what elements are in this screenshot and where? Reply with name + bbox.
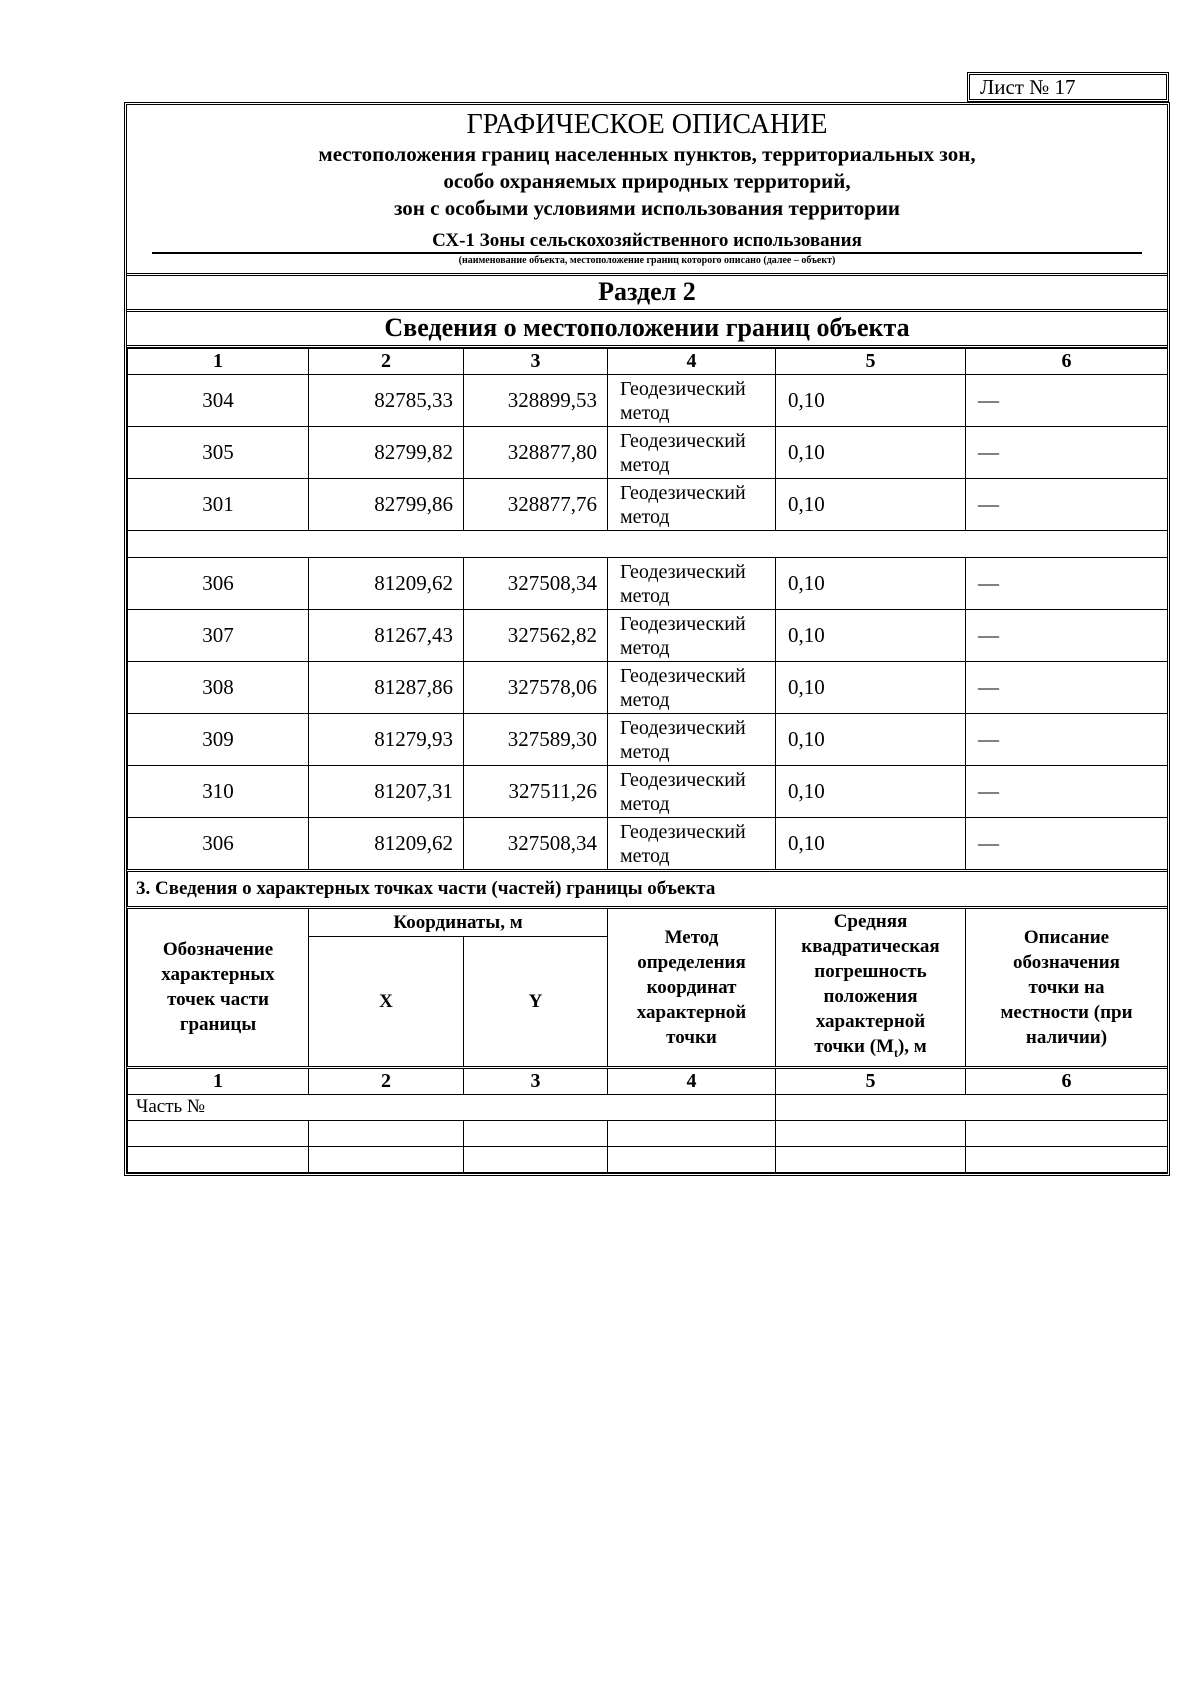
column-number: 6 bbox=[966, 349, 1168, 375]
accuracy: 0,10 bbox=[776, 479, 966, 531]
header-accuracy bbox=[776, 908, 966, 1068]
x-coordinate: 81287,86 bbox=[309, 662, 464, 714]
method-line-2: метод bbox=[620, 401, 670, 424]
table-row bbox=[128, 558, 1168, 610]
header-text: погрешность bbox=[814, 961, 927, 982]
empty-cell bbox=[464, 1120, 608, 1146]
document-frame bbox=[124, 102, 1170, 1176]
coordinates-table bbox=[127, 348, 1168, 1173]
x-coordinate: 81279,93 bbox=[309, 714, 464, 766]
table-row bbox=[128, 766, 1168, 818]
x-coordinate: 81209,62 bbox=[309, 558, 464, 610]
section-title: Раздел 2 bbox=[127, 276, 1167, 312]
column-number: 1 bbox=[128, 1067, 309, 1094]
description: — bbox=[966, 714, 1168, 766]
sheet-number: Лист № 17 bbox=[980, 75, 1076, 99]
empty-cell bbox=[309, 1120, 464, 1146]
empty-row bbox=[128, 1120, 1168, 1146]
header-y: Y bbox=[464, 936, 608, 1067]
table-row bbox=[128, 610, 1168, 662]
point-id: 310 bbox=[128, 766, 309, 818]
empty-cell bbox=[966, 1120, 1168, 1146]
header-text: квадратическая bbox=[801, 936, 940, 957]
point-id: 301 bbox=[128, 479, 309, 531]
point-id: 308 bbox=[128, 662, 309, 714]
empty-cell bbox=[464, 1146, 608, 1172]
subtitle-line-3: зон с особыми условиями использования территории bbox=[393, 196, 901, 220]
sheet-number-box bbox=[967, 72, 1169, 102]
x-coordinate: 82785,33 bbox=[309, 375, 464, 427]
column-number-row bbox=[128, 349, 1168, 375]
method-line-2: метод bbox=[620, 636, 670, 659]
header-text: точек части bbox=[167, 989, 269, 1011]
description: — bbox=[966, 427, 1168, 479]
empty-cell bbox=[608, 1146, 776, 1172]
table-row bbox=[128, 818, 1168, 871]
column-number: 3 bbox=[464, 1067, 608, 1094]
method-line-2: метод bbox=[620, 740, 670, 763]
accuracy: 0,10 bbox=[776, 610, 966, 662]
method-line-1: Геодезический bbox=[620, 664, 746, 687]
description: — bbox=[966, 766, 1168, 818]
object-name: СХ-1 Зоны сельскохозяйственного использования bbox=[432, 230, 862, 251]
column-number: 5 bbox=[776, 349, 966, 375]
x-coordinate: 82799,82 bbox=[309, 427, 464, 479]
header-text: определения bbox=[637, 951, 746, 973]
y-coordinate: 328899,53 bbox=[464, 375, 608, 427]
header-text: характерной bbox=[815, 1011, 926, 1032]
section-subtitle: Сведения о местоположении границ объекта bbox=[127, 312, 1167, 348]
table-row bbox=[128, 714, 1168, 766]
section3-title: 3. Сведения о характерных точках части (частей) границы объекта bbox=[128, 871, 1168, 908]
empty-cell bbox=[966, 1146, 1168, 1172]
header-subscript: t bbox=[893, 1045, 898, 1060]
x-coordinate: 81207,31 bbox=[309, 766, 464, 818]
column-number: 2 bbox=[309, 349, 464, 375]
header-text: характерной bbox=[636, 1001, 747, 1023]
header-text: положения bbox=[823, 986, 918, 1007]
header-text: обозначения bbox=[1013, 951, 1120, 973]
column-number: 4 bbox=[608, 1067, 776, 1094]
description: — bbox=[966, 662, 1168, 714]
method-line-1: Геодезический bbox=[620, 377, 746, 400]
x-coordinate: 82799,86 bbox=[309, 479, 464, 531]
description: — bbox=[966, 558, 1168, 610]
method-line-2: метод bbox=[620, 453, 670, 476]
header-text: наличии) bbox=[1025, 1026, 1108, 1048]
accuracy: 0,10 bbox=[776, 558, 966, 610]
y-coordinate: 328877,80 bbox=[464, 427, 608, 479]
column-number-row bbox=[128, 1067, 1168, 1094]
description: — bbox=[966, 610, 1168, 662]
method-line-1: Геодезический bbox=[620, 768, 746, 791]
x-coordinate: 81267,43 bbox=[309, 610, 464, 662]
method-cell bbox=[608, 662, 776, 714]
part-empty-cell bbox=[776, 1094, 1168, 1120]
method-cell bbox=[608, 375, 776, 427]
empty-cell bbox=[128, 1120, 309, 1146]
header-text: характерных bbox=[161, 964, 275, 986]
header-text bbox=[776, 1034, 965, 1066]
header-designation bbox=[128, 908, 309, 1068]
y-coordinate: 327578,06 bbox=[464, 662, 608, 714]
method-line-2: метод bbox=[620, 688, 670, 711]
point-id: 307 bbox=[128, 610, 309, 662]
header-description bbox=[966, 908, 1168, 1068]
method-cell bbox=[608, 427, 776, 479]
header-text: Описание bbox=[1023, 926, 1110, 948]
header-coordinates: Координаты, м bbox=[309, 908, 608, 937]
accuracy: 0,10 bbox=[776, 766, 966, 818]
accuracy: 0,10 bbox=[776, 662, 966, 714]
column-number: 5 bbox=[776, 1067, 966, 1094]
point-id: 309 bbox=[128, 714, 309, 766]
accuracy: 0,10 bbox=[776, 714, 966, 766]
header-text: Метод bbox=[664, 926, 719, 948]
y-coordinate: 328877,76 bbox=[464, 479, 608, 531]
table-row bbox=[128, 427, 1168, 479]
method-cell bbox=[608, 714, 776, 766]
y-coordinate: 327511,26 bbox=[464, 766, 608, 818]
method-cell bbox=[608, 610, 776, 662]
column-number: 6 bbox=[966, 1067, 1168, 1094]
column-number: 4 bbox=[608, 349, 776, 375]
document-header bbox=[127, 105, 1167, 276]
method-line-1: Геодезический bbox=[620, 560, 746, 583]
header-text: местности (при bbox=[1000, 1001, 1133, 1023]
accuracy: 0,10 bbox=[776, 427, 966, 479]
method-cell bbox=[608, 766, 776, 818]
accuracy: 0,10 bbox=[776, 818, 966, 871]
point-id: 305 bbox=[128, 427, 309, 479]
method-line-1: Геодезический bbox=[620, 820, 746, 843]
method-cell bbox=[608, 479, 776, 531]
header-text: точки bbox=[666, 1026, 717, 1048]
separator-cell bbox=[128, 531, 1168, 558]
description: — bbox=[966, 375, 1168, 427]
object-caption: (наименование объекта, местоположение границ которого описано (далее – объект) bbox=[458, 255, 836, 266]
empty-row bbox=[128, 1146, 1168, 1172]
header-text: границы bbox=[179, 1014, 257, 1036]
section3-title-row bbox=[128, 871, 1168, 908]
method-line-1: Геодезический bbox=[620, 612, 746, 635]
part-label: Часть № bbox=[128, 1094, 776, 1120]
empty-cell bbox=[776, 1120, 966, 1146]
y-coordinate: 327508,34 bbox=[464, 558, 608, 610]
header-x: X bbox=[309, 936, 464, 1067]
empty-cell bbox=[309, 1146, 464, 1172]
method-cell bbox=[608, 818, 776, 871]
subtitle-line-1: местоположения границ населенных пунктов, территориальных зон, bbox=[318, 142, 976, 166]
subtitle-line-2: особо охраняемых природных территорий, bbox=[443, 169, 851, 193]
table-row bbox=[128, 662, 1168, 714]
part-row bbox=[128, 1094, 1168, 1120]
method-line-1: Геодезический bbox=[620, 429, 746, 452]
column-number: 2 bbox=[309, 1067, 464, 1094]
table-row bbox=[128, 479, 1168, 531]
method-line-2: метод bbox=[620, 792, 670, 815]
header-text: Обозначение bbox=[162, 939, 274, 961]
description: — bbox=[966, 818, 1168, 871]
description: — bbox=[966, 479, 1168, 531]
empty-cell bbox=[608, 1120, 776, 1146]
y-coordinate: 327562,82 bbox=[464, 610, 608, 662]
section3-header-row-1 bbox=[128, 908, 1168, 937]
y-coordinate: 327508,34 bbox=[464, 818, 608, 871]
method-line-1: Геодезический bbox=[620, 481, 746, 504]
point-id: 306 bbox=[128, 558, 309, 610]
point-id: 306 bbox=[128, 818, 309, 871]
empty-cell bbox=[128, 1146, 309, 1172]
header-text: точки на bbox=[1028, 976, 1105, 998]
separator-row bbox=[128, 531, 1168, 558]
empty-cell bbox=[776, 1146, 966, 1172]
method-line-1: Геодезический bbox=[620, 716, 746, 739]
method-line-2: метод bbox=[620, 505, 670, 528]
header-text: координат bbox=[646, 976, 737, 998]
column-number: 3 bbox=[464, 349, 608, 375]
header-text-part: точки (M bbox=[814, 1036, 894, 1057]
document-title: ГРАФИЧЕСКОЕ ОПИСАНИЕ bbox=[466, 109, 828, 140]
table-row bbox=[128, 375, 1168, 427]
point-id: 304 bbox=[128, 375, 309, 427]
y-coordinate: 327589,30 bbox=[464, 714, 608, 766]
header-method bbox=[608, 908, 776, 1068]
accuracy: 0,10 bbox=[776, 375, 966, 427]
method-cell bbox=[608, 558, 776, 610]
method-line-2: метод bbox=[620, 844, 670, 867]
header-text: Средняя bbox=[833, 911, 908, 932]
method-line-2: метод bbox=[620, 584, 670, 607]
header-text-part: ), м bbox=[897, 1036, 927, 1057]
x-coordinate: 81209,62 bbox=[309, 818, 464, 871]
column-number: 1 bbox=[128, 349, 309, 375]
